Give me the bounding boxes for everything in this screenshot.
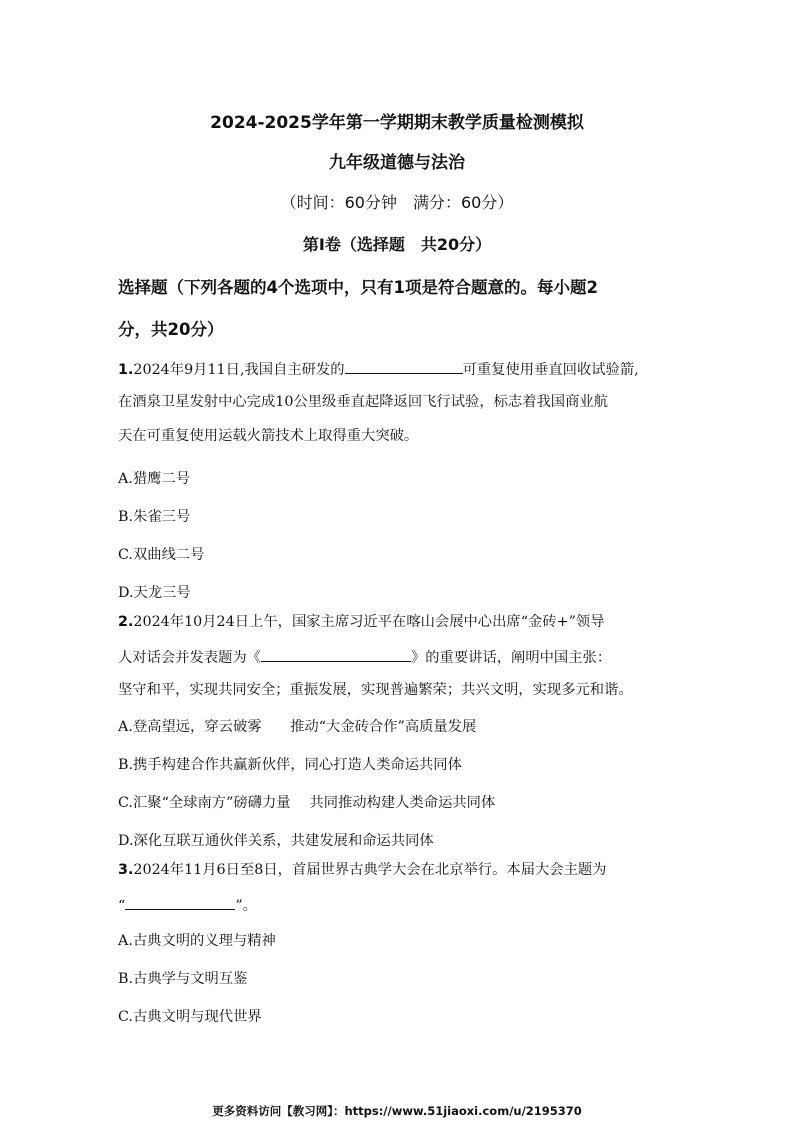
instructions-line-1: 选择题（下列各题的4个选项中，只有1项是符合题意的。每小题2 [118, 278, 598, 297]
question-2-stem-line-3: 坚守和平，实现共同安全；重振发展，实现普遍繁荣；共兴文明，实现多元和谐。 [118, 682, 633, 698]
question-number: 3. [118, 862, 134, 878]
question-2-stem-line-1: 2.2024年10月24日上午，国家主席习近平在喀山会展中心出席“金砖+”领导 [118, 614, 605, 630]
question-3-option-c: C.古典文明与现代世界 [118, 1009, 262, 1025]
question-2-stem-line-2: 人对话会并发表题为《 》的重要讲话，阐明中国主张： [118, 646, 678, 668]
question-2-option-a: A.登高望远，穿云破雾 推动“大金砖合作”高质量发展 [118, 719, 477, 735]
question-3-stem-line-2: “ ”。 [118, 894, 678, 916]
time-info: （时间：60分钟 满分：60分） [280, 193, 514, 212]
question-1-stem-line-3: 天在可重复使用运载火箭技术上取得重大突破。 [118, 428, 419, 444]
footer-link[interactable]: 更多资料访问【教习网】：https://www.51jiaoxi.com/u/2195370 [212, 1104, 582, 1118]
question-3-stem-line-1: 3.2024年11月6日至8日，首届世界古典学大会在北京举行。本届大会主题为 [118, 862, 607, 878]
question-1-stem-line-1: 1.2024年9月11日,我国自主研发的 可重复使用垂直回收试验箭, [118, 358, 678, 380]
question-1-option-b: B.朱雀三号 [118, 509, 191, 525]
question-1-option-c: C.双曲线二号 [118, 547, 205, 563]
question-2-option-d: D.深化互联互通伙伴关系，共建发展和命运共同体 [118, 833, 434, 849]
question-3-option-b: B.古典学与文明互鉴 [118, 971, 248, 987]
section-title: 第Ⅰ卷（选择题 共20分） [302, 235, 492, 254]
question-number: 1. [118, 362, 134, 378]
question-2-option-b: B.携手构建合作共赢新伙伴，同心打造人类命运共同体 [118, 757, 462, 773]
exam-title: 2024-2025学年第一学期期末教学质量检测模拟 [210, 113, 584, 133]
answer-blank [261, 646, 411, 662]
answer-blank [125, 894, 235, 910]
question-1-stem-line-2: 在酒泉卫星发射中心完成10公里级垂直起降返回飞行试验，标志着我国商业航 [118, 394, 608, 410]
question-number: 2. [118, 614, 134, 630]
instructions-line-2: 分，共20分） [118, 320, 224, 339]
question-3-option-a: A.古典文明的义理与精神 [118, 933, 276, 949]
subject-title: 九年级道德与法治 [329, 153, 465, 173]
question-1-option-a: A.猎鹰二号 [118, 471, 191, 487]
answer-blank [345, 358, 463, 374]
question-2-option-c: C.汇聚“全球南方”磅礴力量 共同推动构建人类命运共同体 [118, 795, 496, 811]
question-1-option-d: D.天龙三号 [118, 585, 191, 601]
